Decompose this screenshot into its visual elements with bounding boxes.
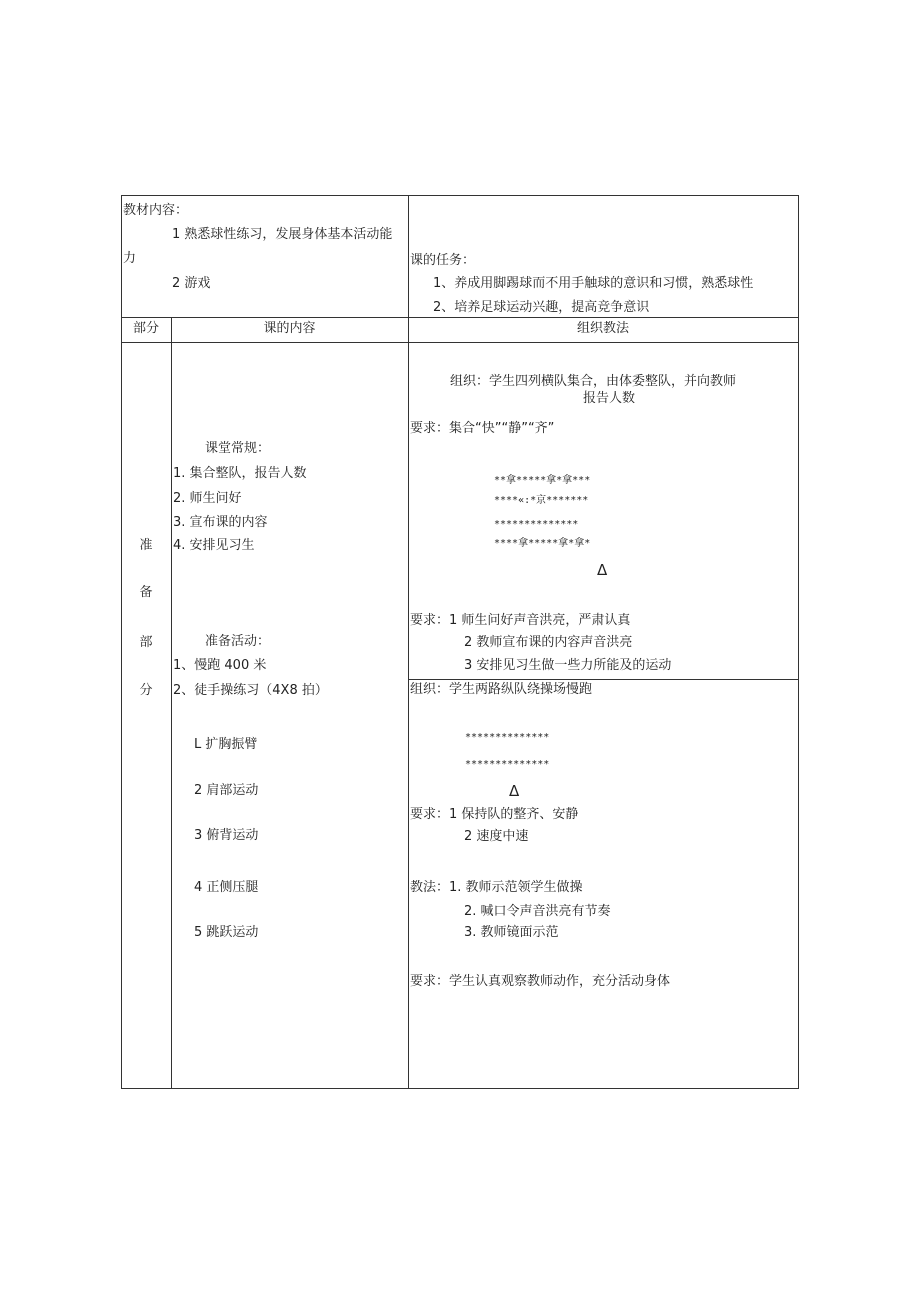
material-item-1: 1 熟悉球性练习，发展身体基本活动能 bbox=[172, 227, 393, 242]
material-item-1-continued: 力 bbox=[123, 251, 137, 266]
teaching-method: 3. 教师镜面示范 bbox=[464, 925, 559, 940]
routine-item: 1. 集合整队，报告人数 bbox=[173, 466, 307, 481]
header-divider bbox=[121, 317, 799, 318]
org-instruction: 组织：学生四列横队集合，由体委整队，并向教师 bbox=[450, 374, 737, 389]
table-border-right bbox=[798, 195, 799, 1089]
jog-formation-row: ************** bbox=[465, 759, 550, 770]
routine-title: 课堂常规： bbox=[205, 441, 271, 456]
teacher-position-icon: Δ bbox=[509, 782, 520, 800]
requirement-greeting: 要求：1 师生问好声音洪亮，严肃认真 bbox=[410, 613, 631, 628]
routine-item: 3. 宣布课的内容 bbox=[173, 515, 268, 530]
jog-formation-row: ************** bbox=[465, 732, 550, 743]
column-header-method: 组织教法 bbox=[576, 321, 629, 336]
routine-item: 2. 师生问好 bbox=[173, 491, 242, 506]
requirement-greeting: 3 安排见习生做一些力所能及的运动 bbox=[464, 658, 672, 673]
table-border-top bbox=[121, 195, 799, 196]
task-item-2: 2、培养足球运动兴趣，提高竞争意识 bbox=[433, 300, 650, 315]
formation-row: **拿*****拿*拿*** bbox=[494, 475, 591, 486]
teaching-method: 教法：1. 教师示范领学生做操 bbox=[410, 880, 583, 895]
formation-row: ****«:*京******* bbox=[494, 495, 589, 506]
table-border-bottom bbox=[121, 1088, 799, 1089]
column-divider-part bbox=[171, 317, 172, 1089]
section-char-1: 准 bbox=[139, 538, 153, 553]
method-section-divider bbox=[408, 679, 799, 680]
task-title: 课的任务： bbox=[410, 253, 476, 268]
requirement-final: 要求：学生认真观察教师动作，充分活动身体 bbox=[410, 974, 671, 989]
org-instruction-continued: 报告人数 bbox=[582, 391, 635, 406]
warmup-item: 2、徒手操练习（4X8 拍） bbox=[173, 683, 328, 698]
warmup-item: 1、慢跑 400 米 bbox=[173, 658, 267, 673]
requirement-jogging: 要求：1 保持队的整齐、安静 bbox=[410, 807, 579, 822]
task-item-1: 1、养成用脚踢球而不用手触球的意识和习惯，熟悉球性 bbox=[433, 276, 754, 291]
org-jogging: 组织：学生两路纵队绕操场慢跑 bbox=[410, 682, 593, 697]
column-header-part: 部分 bbox=[132, 321, 159, 336]
exercise-item: 3 俯背运动 bbox=[194, 828, 259, 843]
requirement-greeting: 2 教师宣布课的内容声音洪亮 bbox=[464, 635, 633, 650]
routine-item: 4. 安排见习生 bbox=[173, 538, 255, 553]
teacher-position-icon: Δ bbox=[597, 561, 608, 579]
exercise-item: 4 正侧压腿 bbox=[194, 880, 259, 895]
formation-row: ************** bbox=[494, 519, 579, 530]
material-title: 教材内容： bbox=[123, 203, 189, 218]
column-header-content: 课的内容 bbox=[263, 321, 316, 336]
exercise-item: L 扩胸振臂 bbox=[194, 737, 258, 752]
exercise-item: 5 跳跃运动 bbox=[194, 925, 259, 940]
requirement-jogging: 2 速度中速 bbox=[464, 829, 529, 844]
material-item-2: 2 游戏 bbox=[172, 276, 211, 291]
section-char-2: 备 bbox=[139, 585, 153, 600]
exercise-item: 2 肩部运动 bbox=[194, 783, 259, 798]
section-char-4: 分 bbox=[139, 683, 153, 698]
column-header-divider bbox=[121, 342, 799, 343]
teaching-method: 2. 喊口令声音洪亮有节奏 bbox=[464, 904, 611, 919]
formation-row: ****拿*****拿*拿* bbox=[494, 538, 591, 549]
requirement-assembly: 要求：集合“快”“静”“齐” bbox=[410, 421, 555, 436]
section-char-3: 部 bbox=[139, 635, 153, 650]
warmup-title: 准备活动： bbox=[205, 634, 271, 649]
